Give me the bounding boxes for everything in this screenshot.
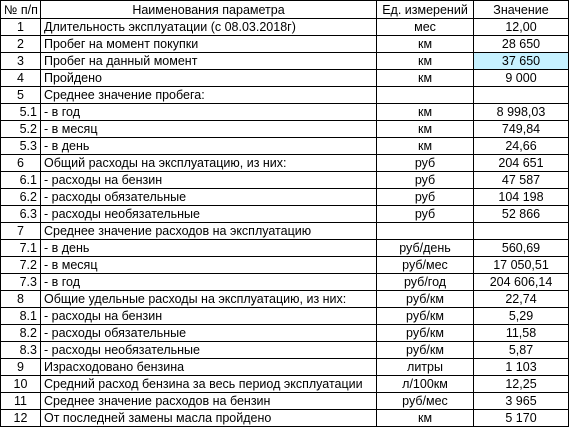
value-cell[interactable]: 104 198 [474,189,569,206]
table-row [1,257,569,274]
row-number-cell[interactable]: 7.2 [1,257,41,274]
value-cell[interactable] [474,223,569,240]
unit-cell[interactable]: руб [377,172,474,189]
value-cell[interactable]: 52 866 [474,206,569,223]
parameter-name-cell[interactable]: - расходы необязательные [41,206,377,223]
parameter-name-cell[interactable]: Средний расход бензина за весь период эксплуатации [41,376,377,393]
table-row [1,189,569,206]
table-row [1,104,569,121]
unit-cell[interactable]: руб/год [377,274,474,291]
value-cell[interactable]: 204 651 [474,155,569,172]
parameter-name-cell[interactable]: - в день [41,138,377,155]
parameter-name-cell[interactable]: - в день [41,240,377,257]
parameter-name-cell[interactable]: Пройдено [41,70,377,87]
table-row [1,223,569,240]
parameter-name-cell[interactable]: Длительность эксплуатации (с 08.03.2018г) [41,19,377,36]
parameter-name-cell[interactable]: - в год [41,104,377,121]
table-row [1,172,569,189]
value-cell[interactable]: 47 587 [474,172,569,189]
table-row [1,36,569,53]
value-cell[interactable]: 5,87 [474,342,569,359]
row-number-cell[interactable]: 2 [1,36,41,53]
parameter-name-cell[interactable]: Среднее значение расходов на бензин [41,393,377,410]
row-number-cell[interactable]: 4 [1,70,41,87]
table-row [1,393,569,410]
parameter-name-cell[interactable]: От последней замены масла пройдено [41,410,377,427]
unit-cell[interactable]: руб/км [377,342,474,359]
parameter-name-cell[interactable]: Израсходовано бензина [41,359,377,376]
parameter-name-cell[interactable]: - расходы на бензин [41,308,377,325]
parameter-name-cell[interactable]: Пробег на момент покупки [41,36,377,53]
header-cell-value[interactable]: Значение [474,1,569,19]
parameter-name-cell[interactable]: Общие удельные расходы на эксплуатацию, из них: [41,291,377,308]
unit-cell[interactable]: км [377,121,474,138]
row-number-cell[interactable]: 1 [1,19,41,36]
unit-cell[interactable]: руб/км [377,325,474,342]
row-number-cell[interactable]: 12 [1,410,41,427]
unit-cell[interactable]: руб/мес [377,257,474,274]
value-cell[interactable]: 17 050,51 [474,257,569,274]
row-number-cell[interactable]: 8.3 [1,342,41,359]
header-cell-num[interactable]: № п/п [1,1,41,19]
value-cell[interactable]: 8 998,03 [474,104,569,121]
unit-cell[interactable]: л/100км [377,376,474,393]
parameter-name-cell[interactable]: - расходы необязательные [41,342,377,359]
table-row [1,121,569,138]
row-number-cell[interactable]: 6 [1,155,41,172]
value-cell[interactable]: 11,58 [474,325,569,342]
unit-cell[interactable]: руб [377,189,474,206]
row-number-cell[interactable]: 5 [1,87,41,104]
row-number-cell[interactable]: 5.3 [1,138,41,155]
table-row [1,410,569,427]
unit-cell[interactable]: км [377,36,474,53]
table-row [1,70,569,87]
parameter-name-cell[interactable]: Среднее значение пробега: [41,87,377,104]
header-row [1,1,569,19]
value-cell[interactable]: 1 103 [474,359,569,376]
row-number-cell[interactable]: 6.3 [1,206,41,223]
value-cell[interactable]: 12,00 [474,19,569,36]
row-number-cell[interactable]: 8.1 [1,308,41,325]
unit-cell[interactable]: руб/км [377,308,474,325]
row-number-cell[interactable]: 3 [1,53,41,70]
parameter-name-cell[interactable]: Среднее значение расходов на эксплуатацию [41,223,377,240]
table-row [1,308,569,325]
value-cell[interactable]: 9 000 [474,70,569,87]
unit-cell[interactable] [377,223,474,240]
row-number-cell[interactable]: 7.1 [1,240,41,257]
unit-cell[interactable]: мес [377,19,474,36]
parameter-name-cell[interactable]: - в месяц [41,257,377,274]
row-number-cell[interactable]: 8 [1,291,41,308]
table-row [1,325,569,342]
table-row [1,376,569,393]
table-row [1,359,569,376]
row-number-cell[interactable]: 8.2 [1,325,41,342]
parameter-name-cell[interactable]: - в год [41,274,377,291]
table-row [1,240,569,257]
table-row [1,342,569,359]
parameter-name-cell[interactable]: - расходы обязательные [41,189,377,206]
table-row [1,291,569,308]
row-number-cell[interactable]: 10 [1,376,41,393]
value-cell[interactable]: 12,25 [474,376,569,393]
value-cell[interactable]: 5,29 [474,308,569,325]
unit-cell[interactable]: руб [377,155,474,172]
header-cell-name[interactable]: Наименования параметра [41,1,377,19]
parameter-name-cell[interactable]: Пробег на данный момент [41,53,377,70]
value-cell[interactable]: 28 650 [474,36,569,53]
table-row [1,274,569,291]
unit-cell[interactable]: руб/день [377,240,474,257]
value-cell[interactable]: 204 606,14 [474,274,569,291]
row-number-cell[interactable]: 7.3 [1,274,41,291]
unit-cell[interactable]: км [377,104,474,121]
value-cell[interactable]: 3 965 [474,393,569,410]
unit-cell[interactable]: км [377,70,474,87]
parameter-name-cell[interactable]: - в месяц [41,121,377,138]
unit-cell[interactable]: км [377,410,474,427]
parameter-name-cell[interactable]: Общий расходы на эксплуатацию, из них: [41,155,377,172]
parameter-name-cell[interactable]: - расходы обязательные [41,325,377,342]
table-row [1,53,569,70]
table-row [1,206,569,223]
unit-cell[interactable]: руб/мес [377,393,474,410]
table-row [1,155,569,172]
row-number-cell[interactable]: 6.1 [1,172,41,189]
header-cell-unit[interactable]: Ед. измерений [377,1,474,19]
value-cell[interactable]: 22,74 [474,291,569,308]
unit-cell[interactable] [377,87,474,104]
unit-cell[interactable]: литры [377,359,474,376]
value-cell[interactable]: 749,84 [474,121,569,138]
unit-cell[interactable]: руб [377,206,474,223]
value-cell[interactable] [474,87,569,104]
unit-cell[interactable]: км [377,138,474,155]
table-body [1,19,569,427]
value-cell[interactable]: 24,66 [474,138,569,155]
row-number-cell[interactable]: 7 [1,223,41,240]
parameter-name-cell[interactable]: - расходы на бензин [41,172,377,189]
value-cell[interactable]: 5 170 [474,410,569,427]
table-row [1,19,569,36]
table-row [1,87,569,104]
unit-cell[interactable]: км [377,53,474,70]
unit-cell[interactable]: руб/км [377,291,474,308]
table-row [1,138,569,155]
value-cell[interactable]: 560,69 [474,240,569,257]
value-cell[interactable]: 37 650 [474,53,569,70]
row-number-cell[interactable]: 5.1 [1,104,41,121]
row-number-cell[interactable]: 11 [1,393,41,410]
row-number-cell[interactable]: 5.2 [1,121,41,138]
row-number-cell[interactable]: 9 [1,359,41,376]
row-number-cell[interactable]: 6.2 [1,189,41,206]
